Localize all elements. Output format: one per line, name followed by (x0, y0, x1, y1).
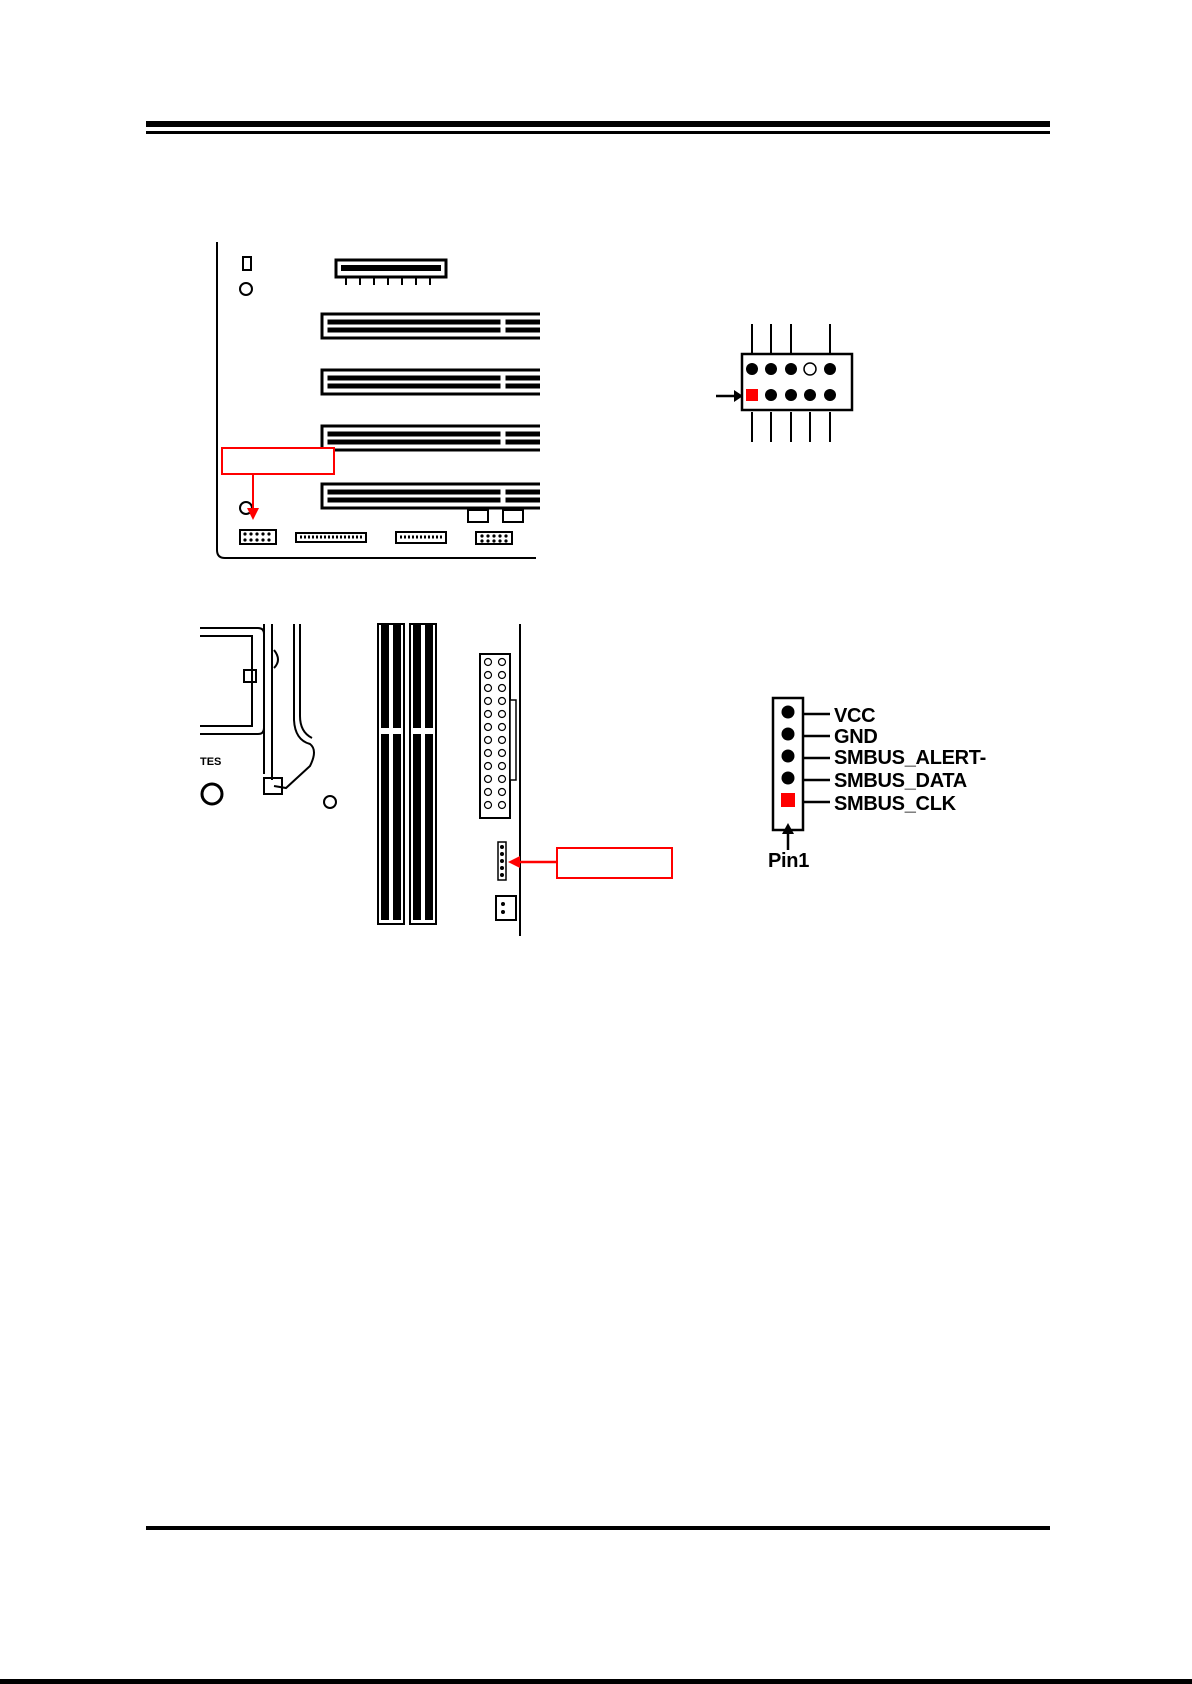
pin1-label: Pin1 (768, 850, 810, 872)
pcie-slot-2 (322, 370, 540, 394)
pin-label-gnd: GND (834, 726, 878, 748)
header-long-1 (296, 533, 366, 542)
header-rule-thin (146, 131, 1050, 134)
page-bottom-edge (0, 1679, 1192, 1684)
pcie-slot-3 (322, 426, 540, 450)
pin-label-vcc: VCC (834, 705, 876, 727)
motherboard-dimm-diagram (200, 620, 680, 940)
callout-arrowhead-bottom (508, 856, 520, 868)
pcie-slot-1 (322, 314, 540, 338)
pin1-marker-bottom (781, 793, 795, 807)
jumper-small (243, 257, 251, 270)
small-header-a (468, 510, 488, 522)
pin1-marker (746, 389, 758, 401)
pcie-slot-4 (322, 484, 540, 508)
callout-box-top (222, 448, 334, 474)
small-header-b (503, 510, 523, 522)
dimm-slot-a (378, 624, 404, 924)
target-header-bottom (498, 842, 506, 880)
pcie-x1-slot (336, 260, 446, 285)
motherboard-slots-diagram (200, 242, 540, 560)
pin-label-smbus-alert: SMBUS_ALERT- (834, 747, 986, 769)
empty-pin (804, 363, 816, 375)
target-header-top (240, 530, 276, 544)
callout-box-bottom (557, 848, 672, 878)
smbus-pinout-diagram (760, 690, 830, 840)
svg-text:TES: TES (200, 756, 222, 768)
header-rule-thick (146, 121, 1050, 127)
pin-label-smbus-data: SMBUS_DATA (834, 770, 967, 792)
connector-2x5-diagram (712, 318, 882, 448)
mounting-hole (240, 283, 252, 295)
pin1-pointer (780, 822, 796, 852)
footer-rule (146, 1526, 1050, 1530)
connector-body (742, 354, 852, 410)
dimm-slot-b (410, 624, 436, 924)
pin-label-smbus-clk: SMBUS_CLK (834, 793, 956, 815)
fan-header (496, 896, 516, 920)
atx-power-connector (480, 654, 516, 818)
